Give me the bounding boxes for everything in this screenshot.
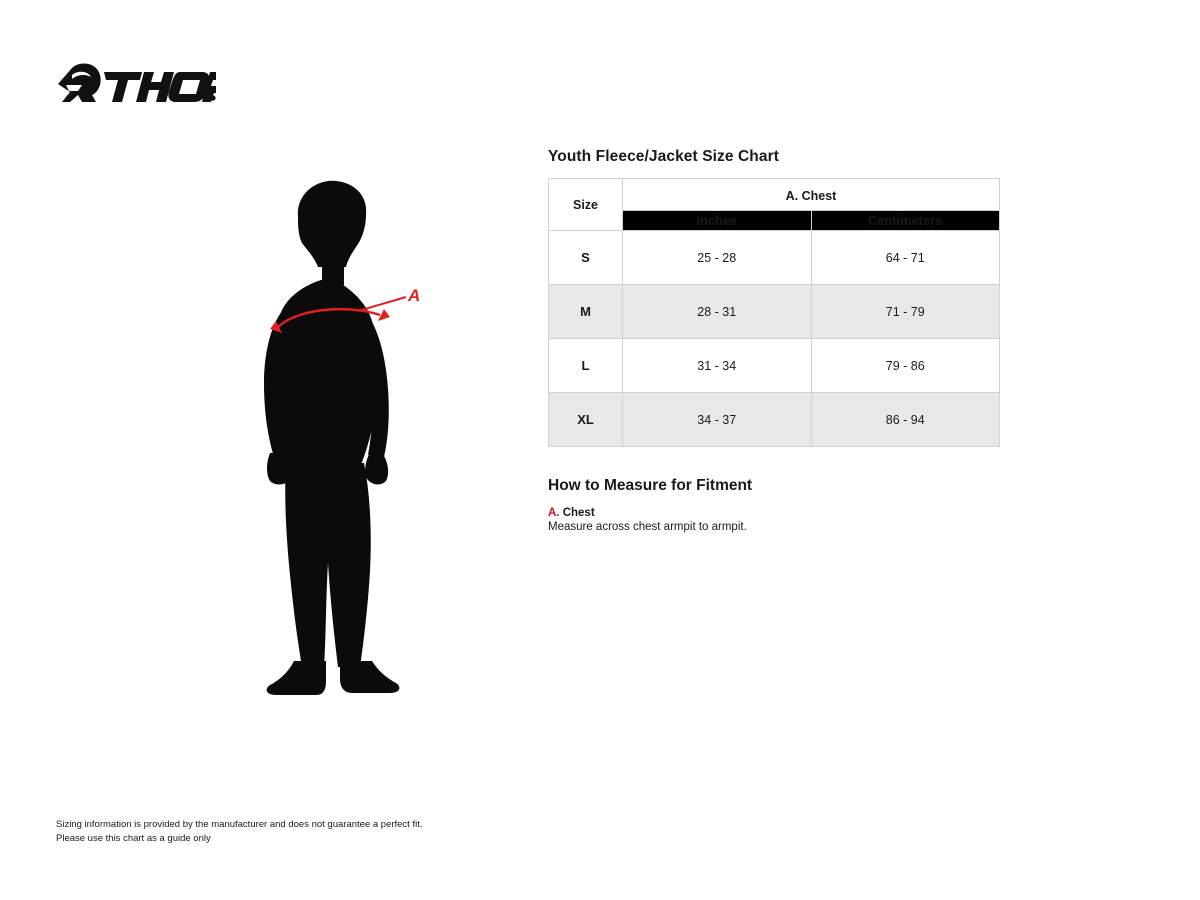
table-row — [549, 285, 1000, 339]
page-title: Youth Fleece/Jacket Size Chart — [548, 148, 779, 165]
column-header-centimeters: Centimeters — [811, 211, 1000, 231]
cell-chest-inches: 25 - 28 — [623, 231, 812, 285]
cell-chest-cm: 64 - 71 — [811, 231, 1000, 285]
callout-letter-a: A — [408, 286, 421, 305]
size-chart-table — [548, 178, 1000, 447]
cell-size: L — [549, 339, 623, 393]
table-header-row-group — [549, 179, 1000, 211]
callout-leader-line — [358, 297, 406, 311]
cell-chest-inches: 31 - 34 — [623, 339, 812, 393]
table-row — [549, 339, 1000, 393]
measure-item-description: Measure across chest armpit to armpit. — [548, 521, 747, 533]
column-group-header-chest: A. Chest — [623, 179, 1000, 211]
how-to-measure-title: How to Measure for Fitment — [548, 477, 753, 494]
size-chart-section — [548, 148, 1008, 533]
cell-chest-inches: 28 - 31 — [623, 285, 812, 339]
youth-body-silhouette — [264, 181, 399, 695]
column-header-inches: Inches — [623, 211, 812, 231]
cell-chest-cm: 79 - 86 — [811, 339, 1000, 393]
thor-logo — [56, 62, 216, 106]
cell-size: S — [549, 231, 623, 285]
cell-size: XL — [549, 393, 623, 447]
cell-chest-inches: 34 - 37 — [623, 393, 812, 447]
measure-item-name: Chest — [562, 507, 595, 519]
column-header-size: Size — [549, 179, 623, 231]
measure-item-letter: A. — [548, 507, 560, 519]
table-body — [549, 231, 1000, 447]
measurement-illustration — [240, 175, 460, 705]
cell-size: M — [549, 285, 623, 339]
disclaimer — [56, 818, 423, 846]
disclaimer-line-2: Please use this chart as a guide only — [56, 832, 211, 844]
table-row — [549, 231, 1000, 285]
cell-chest-cm: 71 - 79 — [811, 285, 1000, 339]
measure-item-label — [548, 507, 1008, 519]
disclaimer-line-1: Sizing information is provided by the manufacturer and does not guarantee a perfect fit. — [56, 819, 423, 830]
cell-chest-cm: 86 - 94 — [811, 393, 1000, 447]
table-row — [549, 393, 1000, 447]
table-header — [549, 179, 1000, 231]
